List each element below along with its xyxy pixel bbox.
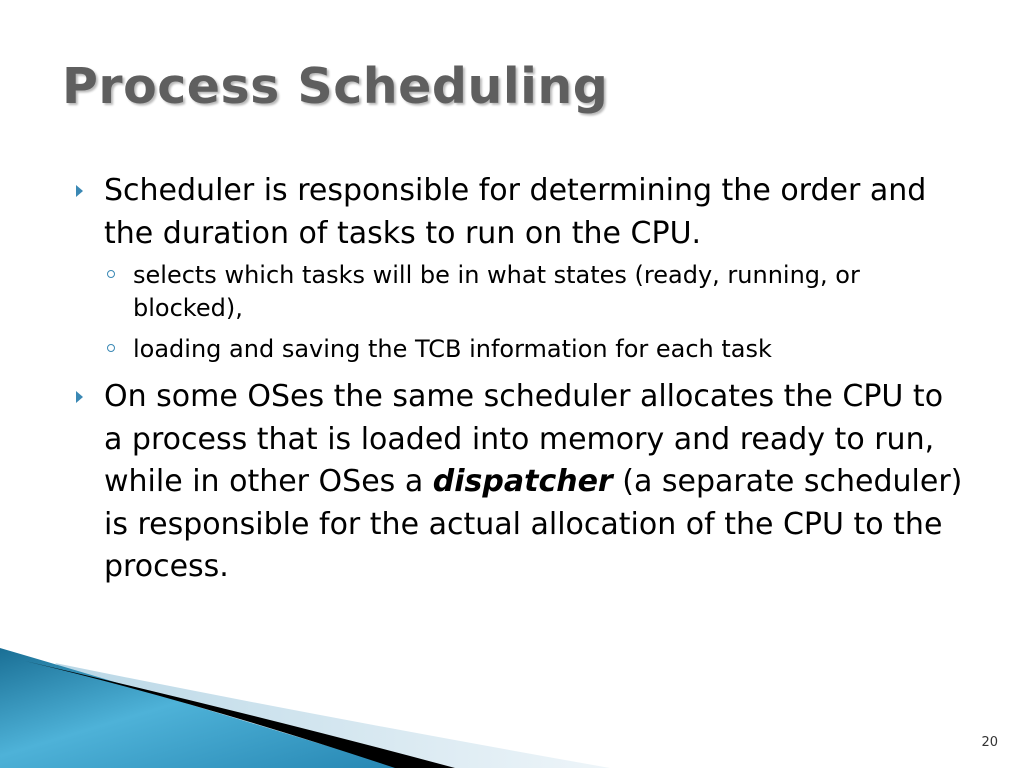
bullet-dispatcher (74, 376, 964, 589)
triangle-bullet-icon (76, 185, 83, 197)
sub-bullet-tcb (74, 333, 964, 366)
page-number: 20 (981, 735, 998, 750)
sub-bullet-text: loading and saving the TCB information for each task (133, 335, 772, 363)
sub-bullet-list (74, 259, 964, 366)
bullet-text-before: On some OSes the same scheduler allocates the CPU to a process that is loaded into memory and ready to run, while in other OSes a (104, 379, 944, 499)
corner-wave-decoration (0, 643, 1024, 768)
bullet-text-after: (a separate scheduler) is responsible for the actual allocation of the CPU to the process. (104, 464, 963, 584)
bullet-scheduler (74, 170, 964, 255)
slide-content (74, 170, 964, 593)
bullet-text: Scheduler is responsible for determining the order and the duration of tasks to run on the CPU. (104, 173, 927, 251)
circle-bullet-icon (107, 344, 115, 352)
blue-wedge-shape (0, 648, 400, 768)
triangle-bullet-icon (76, 391, 83, 403)
sub-bullet-states (74, 259, 964, 325)
circle-bullet-icon (107, 270, 115, 278)
sub-bullet-text: selects which tasks will be in what states (ready, running, or blocked), (133, 261, 860, 322)
slide-title: Process Scheduling (62, 58, 609, 115)
dispatcher-emphasis: dispatcher (432, 464, 613, 499)
